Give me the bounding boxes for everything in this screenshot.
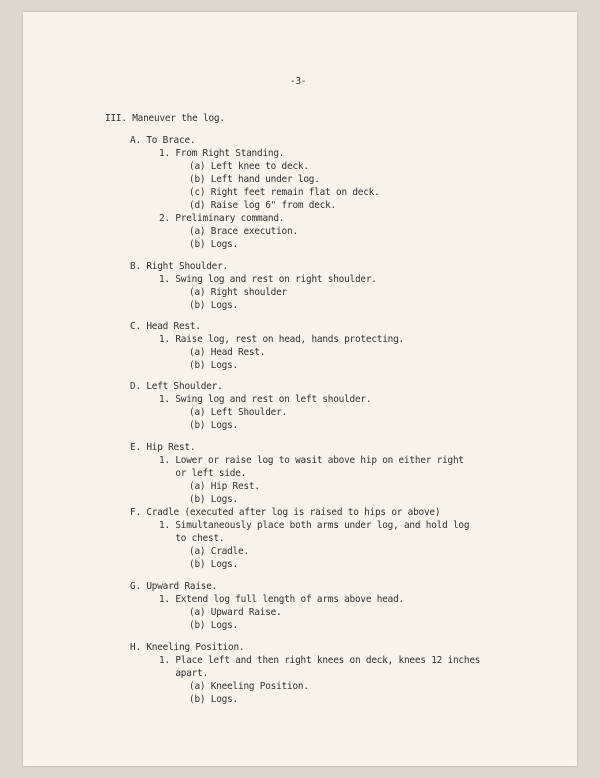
list-item: apart. (159, 668, 208, 679)
list-item: (b) Logs. (189, 494, 238, 505)
list-item: (b) Logs. (189, 300, 238, 311)
list-item: 1. Place left and then right knees on deck, knees 12 inches (159, 655, 481, 666)
list-item: (a) Kneeling Position. (189, 681, 309, 692)
list-item: to chest. (159, 533, 225, 544)
list-item: (c) Right feet remain flat on deck. (189, 187, 380, 198)
list-item: (a) Right shoulder (189, 287, 287, 298)
list-item: (a) Left knee to deck. (189, 161, 309, 172)
list-item: 1. Lower or raise log to wasit above hip on either right (159, 455, 464, 466)
item-heading: E. Hip Rest. (130, 442, 196, 453)
list-item: 1. Simultaneously place both arms under log, and hold log (159, 520, 470, 531)
list-item: or left side. (159, 468, 247, 479)
list-item: (b) Logs. (189, 420, 238, 431)
list-item: 1. Extend log full length of arms above head. (159, 594, 404, 605)
list-item: (b) Left hand under log. (189, 174, 320, 185)
list-item: (a) Brace execution. (189, 226, 298, 237)
list-item: (a) Head Rest. (189, 347, 266, 358)
list-item: 1. Swing log and rest on right shoulder. (159, 274, 377, 285)
item-heading: C. Head Rest. (130, 321, 201, 332)
list-item: 2. Preliminary command. (159, 213, 285, 224)
item-heading: G. Upward Raise. (130, 581, 218, 592)
list-item: (d) Raise log 6" from deck. (189, 200, 336, 211)
list-item: 1. Raise log, rest on head, hands protecting. (159, 334, 404, 345)
list-item: (a) Left Shoulder. (189, 407, 287, 418)
list-item: (a) Cradle. (189, 546, 249, 557)
list-item: (b) Logs. (189, 620, 238, 631)
item-heading: A. To Brace. (130, 135, 196, 146)
item-heading: F. Cradle (executed after log is raised to hips or above) (130, 507, 441, 518)
list-item: (b) Logs. (189, 239, 238, 250)
list-item: (a) Upward Raise. (189, 607, 282, 618)
list-item: (b) Logs. (189, 360, 238, 371)
list-item: (a) Hip Rest. (189, 481, 260, 492)
list-item: (b) Logs. (189, 559, 238, 570)
page-number: -3- (290, 76, 307, 87)
list-item: 1. Swing log and rest on left shoulder. (159, 394, 372, 405)
item-heading: H. Kneeling Position. (130, 642, 245, 653)
section-heading: III. Maneuver the log. (105, 113, 225, 124)
list-item: 1. From Right Standing. (159, 148, 285, 159)
item-heading: D. Left Shoulder. (130, 381, 223, 392)
item-heading: B. Right Shoulder. (130, 261, 228, 272)
typed-text (23, 12, 577, 705)
document-page (23, 12, 577, 766)
list-item: (b) Logs. (189, 694, 238, 705)
